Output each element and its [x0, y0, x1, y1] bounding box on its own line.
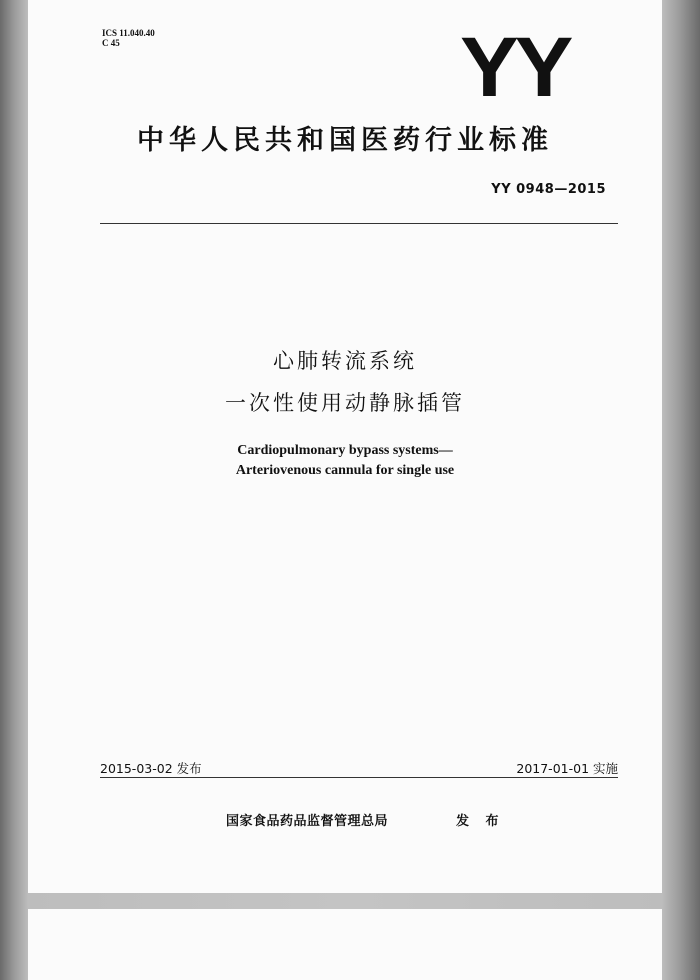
standard-title: 中华人民共和国医药行业标准 [137, 125, 553, 156]
classification-codes [102, 28, 155, 48]
classification-code: C 45 [102, 38, 120, 48]
publish-date: 2015-03-02 发布 [100, 761, 202, 776]
next-page [28, 909, 662, 980]
issuer-action: 发 布 [456, 814, 505, 829]
document-page [28, 0, 662, 893]
issuer-name: 国家食品药品监督管理总局 [226, 814, 389, 829]
standard-number: YY 0948—2015 [491, 182, 606, 197]
english-title-line-1: Cardiopulmonary bypass systems— [237, 443, 453, 458]
ics-code: ICS 11.040.40 [102, 28, 155, 38]
top-divider [100, 223, 618, 224]
chinese-title-line-2: 一次性使用动静脉插管 [225, 391, 465, 415]
chinese-title-line-1: 心肺转流系统 [273, 349, 417, 373]
effective-date: 2017-01-01 实施 [516, 761, 618, 776]
bottom-divider [100, 777, 618, 778]
english-title-line-2: Arteriovenous cannula for single use [235, 463, 455, 478]
yy-logo: YY [460, 20, 570, 114]
